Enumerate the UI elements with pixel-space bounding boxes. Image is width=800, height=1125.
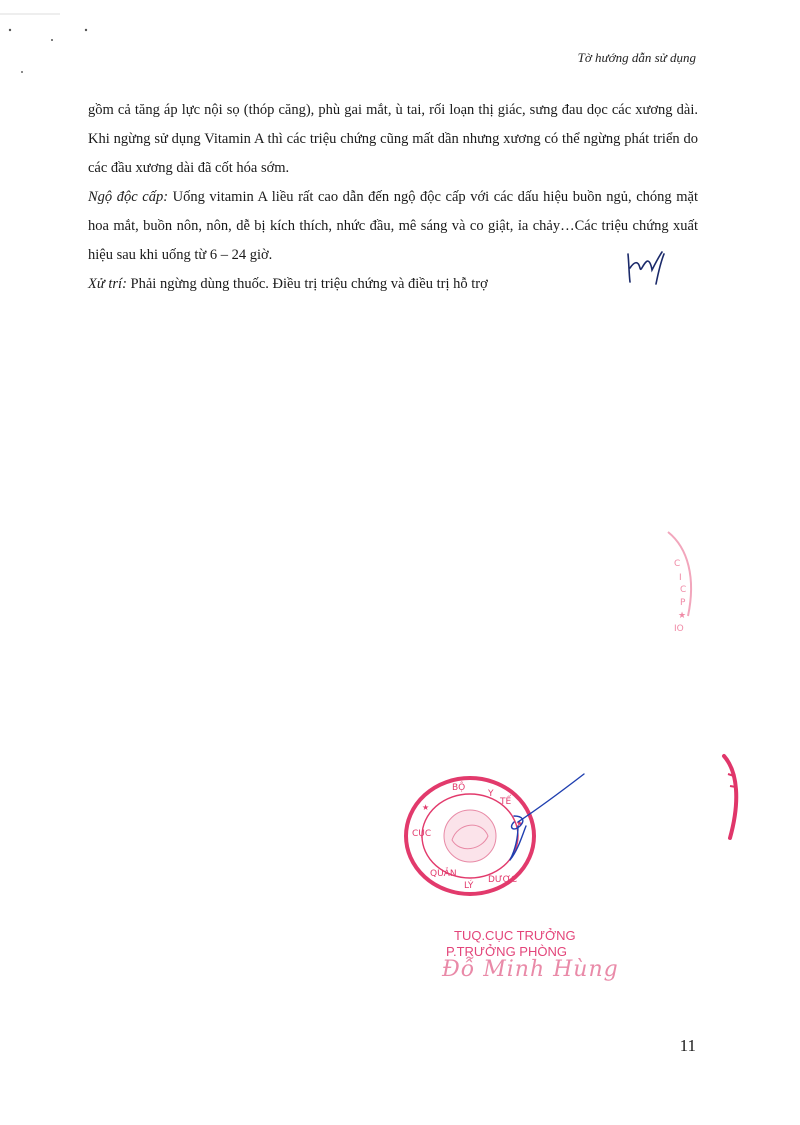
svg-text:C: C xyxy=(674,559,681,569)
treatment-label: Xử trí: xyxy=(88,276,127,292)
svg-text:IO: IO xyxy=(674,624,684,634)
svg-text:CỤC: CỤC xyxy=(412,829,432,839)
pen-signature-icon xyxy=(488,770,588,870)
svg-text:★: ★ xyxy=(678,611,687,621)
initial-signature-icon xyxy=(622,244,668,286)
partial-stamp-icon xyxy=(648,528,698,638)
signer-name: Đỗ Minh Hùng xyxy=(442,957,619,982)
svg-text:LÝ: LÝ xyxy=(464,881,474,891)
paragraph-overdose-chronic: gồm cả tăng áp lực nội sọ (thóp căng), phù gai mắt, ù tai, rối loạn thị giác, sưng đau dọc các xương dài. Khi ngừng sử dụng Vitamin A thì các triệu chứng cũng mất dần nhưng xương có thể ngừng phát triển do các đầu xương dài đã cốt hóa sớm. xyxy=(88,102,698,176)
signer-title-1: TUQ.CỤC TRƯỞNG xyxy=(454,928,576,943)
svg-text:C: C xyxy=(680,585,687,595)
paragraph-treatment xyxy=(88,270,698,299)
page-number: 11 xyxy=(679,1036,696,1055)
scan-specks xyxy=(0,0,120,90)
signer-title-2: P.TRƯỞNG PHÒNG xyxy=(446,944,567,959)
acute-poisoning-label: Ngộ độc cấp: xyxy=(88,189,169,205)
svg-text:QUẢN: QUẢN xyxy=(430,869,457,879)
signature-block xyxy=(442,928,642,982)
svg-text:P: P xyxy=(680,598,686,608)
svg-text:★: ★ xyxy=(516,819,524,828)
paragraph-acute-poisoning xyxy=(88,183,698,270)
svg-text:★: ★ xyxy=(422,803,430,812)
body-text xyxy=(88,96,698,299)
acute-poisoning-text: Uống vitamin A liều rất cao dẫn đến ngộ độc cấp với các dấu hiệu buồn ngủ, chóng mặt hoa mắt, buồn nôn, nôn, dễ bị kích thích, nhức đầu, mê sáng và co giật, ỉa chảy…Các triệu chứng xuất hiệu sau khi uống từ 6 – 24 giờ. xyxy=(88,189,699,263)
svg-text:I: I xyxy=(679,573,682,583)
stamp-edge-icon xyxy=(718,752,744,842)
treatment-text: Phải ngừng dùng thuốc. Điều trị triệu chứng và điều trị hỗ trợ xyxy=(126,276,488,292)
svg-text:DƯỢC: DƯỢC xyxy=(488,875,518,885)
svg-text:TẾ: TẾ xyxy=(500,797,512,807)
svg-text:Y: Y xyxy=(488,789,494,799)
svg-text:BỘ: BỘ xyxy=(452,783,466,793)
page-header: Tờ hướng dẫn sử dụng xyxy=(577,50,696,65)
